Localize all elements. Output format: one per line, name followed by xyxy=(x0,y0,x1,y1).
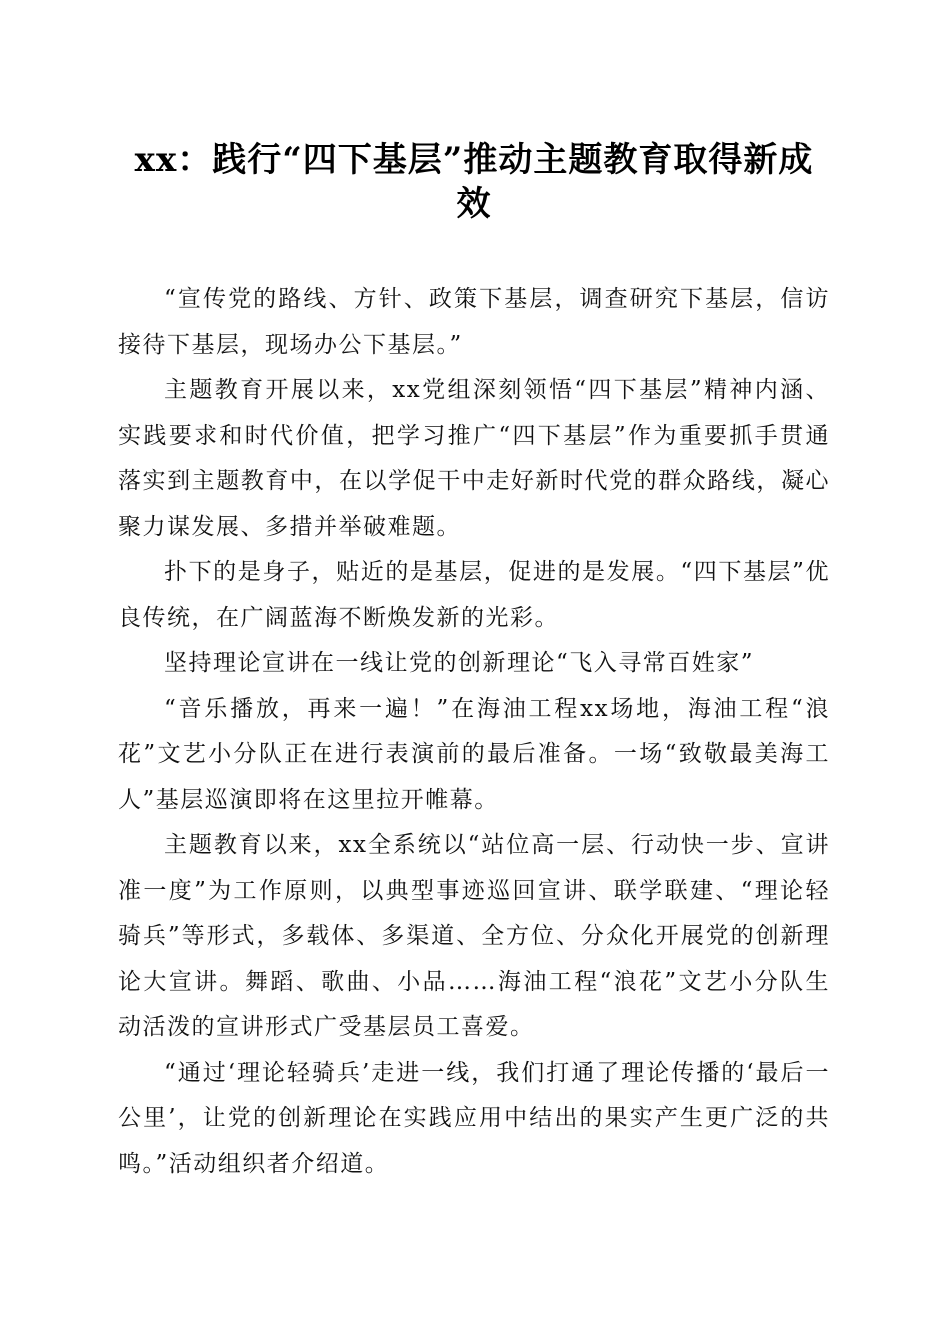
document-title: xx：践行“四下基层”推动主题教育取得新成效 xyxy=(134,140,814,224)
document-body xyxy=(118,277,830,1187)
paragraph-1: “宣传党的路线、方针、政策下基层，调查研究下基层，信访接待下基层，现场办公下基层。” xyxy=(118,286,830,358)
paragraph-2: 主题教育开展以来，xx党组深刻领悟“四下基层”精神内涵、实践要求和时代价值，把学习推广“四下基层”作为重要抓手贯通落实到主题教育中，在以学促干中走好新时代党的群众路线，凝心聚力谋发展、多措并举破难题。 xyxy=(118,377,830,540)
paragraph-6: “通过‘理论轻骑兵’走进一线，我们打通了理论传播的‘最后一公里’，让党的创新理论在实践应用中结出的果实产生更广泛的共鸣。”活动组织者介绍道。 xyxy=(118,1059,830,1177)
paragraph-4: “音乐播放，再来一遍！”在海油工程xx场地，海油工程“浪花”文艺小分队正在进行表演前的最后准备。一场“致敬最美海工人”基层巡演即将在这里拉开帷幕。 xyxy=(118,695,830,813)
paragraph-5: 主题教育以来，xx全系统以“站位高一层、行动快一步、宣讲准一度”为工作原则，以典型事迹巡回宣讲、联学联建、“理论轻骑兵”等形式，多载体、多渠道、全方位、分众化开展党的创新理论大宣讲。舞蹈、歌曲、小品……海油工程“浪花”文艺小分队生动活泼的宣讲形式广受基层员工喜爱。 xyxy=(118,832,830,1040)
paragraph-3: 扑下的是身子，贴近的是基层，促进的是发展。“四下基层”优良传统，在广阔蓝海不断焕发新的光彩。 xyxy=(118,559,830,631)
section-heading: 坚持理论宣讲在一线让党的创新理论“飞入寻常百姓家” xyxy=(164,650,755,676)
